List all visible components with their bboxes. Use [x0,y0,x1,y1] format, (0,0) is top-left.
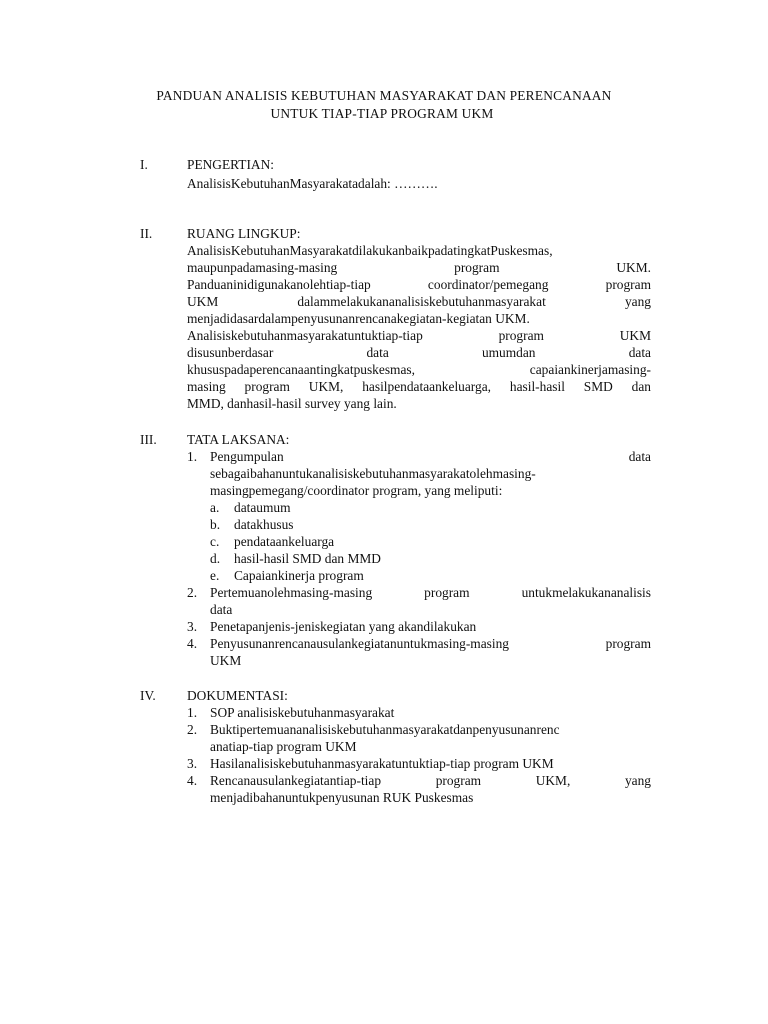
section-body [187,175,651,192]
dokumentasi-list [187,704,651,806]
list-item-line: Rencanausulankegiatantiap-tiap program UKM, yang [210,773,651,788]
list-item-line: masingpemegang/coordinator program, yang meliputi: [210,483,503,498]
body-line: disusunberdasar data umumdan data [187,345,651,360]
body-line: khususpadaperencanaantingkatpuskesmas, capaiankinerjamasing- [187,362,651,377]
list-item [187,584,651,618]
body-line: AnalisisKebutuhanMasyarakatdilakukanbaikpadatingkatPuskesmas, [187,243,553,258]
list-item-line: UKM [210,653,242,668]
sub-list-letter: c. [210,534,220,549]
list-item [187,772,651,806]
sub-list-item [210,567,651,584]
list-item [187,721,651,755]
sub-list-letter: a. [210,500,220,515]
body-line: maupunpadamasing-masing program UKM. [187,260,651,275]
body-line: masing program UKM, hasilpendataankeluarga, hasil-hasil SMD dan [187,379,651,394]
list-item [187,448,651,499]
body-line: Analisiskebutuhanmasyarakatuntuktiap-tiap program UKM [187,328,651,343]
title-line-2: UNTUK TIAP-TIAP PROGRAM UKM [270,106,494,121]
sub-list-text: pendataankeluarga [234,534,335,549]
title-line-1: PANDUAN ANALISIS KEBUTUHAN MASYARAKAT DAN PERENCANAAN [156,88,612,103]
list-number: 2. [187,722,198,737]
section-number: II. [140,226,153,241]
section-number: III. [140,432,157,447]
list-item [187,618,651,635]
list-item-line: Buktipertemuananalisiskebutuhanmasyarakatdanpenyusunanrenc [210,722,560,737]
list-item-line: Pertemuanolehmasing-masing program untukmelakukananalisis [210,585,651,600]
sub-list-letter: d. [210,551,221,566]
sub-list-text: datakhusus [234,517,294,532]
list-item [187,755,651,772]
list-number: 3. [187,619,198,634]
list-item-line: Hasilanalisiskebutuhanmasyarakatuntuktiap-tiap program UKM [210,756,554,771]
section-number: IV. [140,688,156,703]
list-item-line: sebagaibahanuntukanalisiskebutuhanmasyarakatolehmasing- [210,466,536,481]
list-number: 1. [187,449,198,464]
list-item-line: anatiap-tiap program UKM [210,739,357,754]
sub-list-text: dataumum [234,500,291,515]
list-item [187,704,651,721]
sub-list-letter: e. [210,568,220,583]
sub-list-item [210,533,651,550]
list-number: 4. [187,773,198,788]
section-heading: TATA LAKSANA: [187,432,290,447]
list-item-line: Penyusunanrencanausulankegiatanuntukmasing-masing program [210,636,651,651]
section-heading: RUANG LINGKUP: [187,226,301,241]
body-line: UKM dalammelakukananalisiskebutuhanmasyarakat yang [187,294,651,309]
list-item-line: SOP analisiskebutuhanmasyarakat [210,705,395,720]
list-item [187,635,651,669]
list-item-line: menjadibahanuntukpenyusunan RUK Puskesmas [210,790,474,805]
sub-list-text: hasil-hasil SMD dan MMD [234,551,381,566]
sub-list-text: Capaiankinerja program [234,568,364,583]
list-item-line: Pengumpulan data [210,449,651,464]
sub-list-item [210,516,651,533]
body-line: MMD, danhasil-hasil survey yang lain. [187,396,397,411]
body-line: menjadidasardalampenyusunanrencanakegiatan-kegiatan UKM. [187,311,530,326]
document-title [0,87,768,123]
sub-list-item [210,550,651,567]
section-heading: PENGERTIAN: [187,157,274,172]
section-number: I. [140,157,148,172]
list-number: 2. [187,585,198,600]
sub-list-item [210,499,651,516]
list-number: 4. [187,636,198,651]
tata-laksana-list [187,448,651,669]
list-number: 1. [187,705,198,720]
body-line: AnalisisKebutuhanMasyarakatadalah: ………. [187,176,438,191]
section-body [187,242,651,412]
list-item-line: Penetapanjenis-jeniskegiatan yang akandilakukan [210,619,477,634]
body-line: Panduaninidigunakanolehtiap-tiap coordinator/pemegang program [187,277,651,292]
section-heading: DOKUMENTASI: [187,688,288,703]
sub-list-letter: b. [210,517,221,532]
list-number: 3. [187,756,198,771]
list-item-line: data [210,602,233,617]
